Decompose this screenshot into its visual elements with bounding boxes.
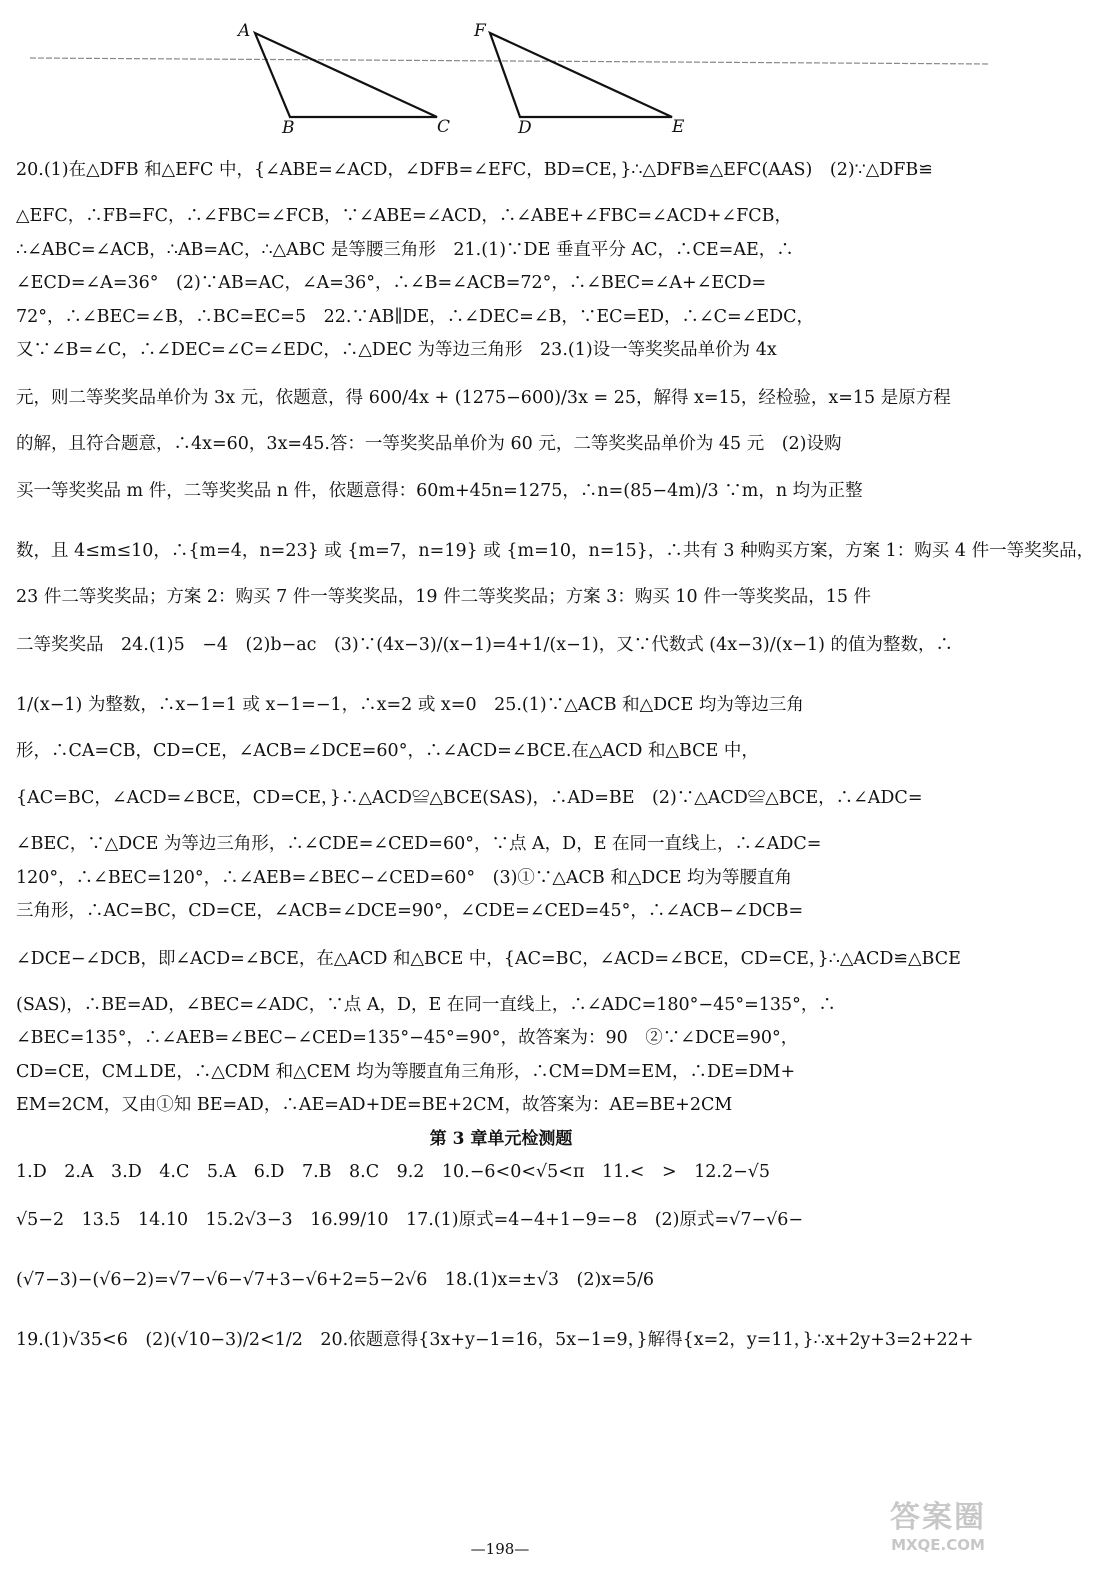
- text-line: ∴∠ABC=∠ACB，∴AB=AC，∴△ABC 是等腰三角形 21.(1)∵DE 垂直平分 AC，∴CE=AE，∴: [16, 239, 794, 260]
- text-line: 又∵∠B=∠C，∴∠DEC=∠C=∠EDC，∴△DEC 为等边三角形 23.(1)设一等奖奖品单价为 4x: [16, 340, 777, 360]
- text-line: {AC=BC，∠ACD=∠BCE，CD=CE，}∴△ACD≌△BCE(SAS)，∴AD=BE (2)∵△ACD≌△BCE，∴∠ADC=: [16, 788, 923, 808]
- text-line: 120°，∴∠BEC=120°，∴∠AEB=∠BEC−∠CED=60° (3)①∵△ACB 和△DCE 均为等腰直角: [16, 867, 793, 888]
- text-line: 买一等奖奖品 m 件，二等奖奖品 n 件，依题意得：60m+45n=1275，∴n=(85−4m)/3 ∵m，n 均为正整: [16, 481, 863, 501]
- text-line: 三角形，∴AC=BC，CD=CE，∠ACB=∠DCE=90°，∠CDE=∠CED=45°，∴∠ACB−∠DCB=: [16, 901, 804, 921]
- text-line: 二等奖奖品 24.(1)5 −4 (2)b−ac (3)∵(4x−3)/(x−1)=4+1/(x−1)，又∵代数式 (4x−3)/(x−1) 的值为整数，∴: [16, 634, 954, 655]
- watermark-domain: MXQE.COM: [891, 1536, 985, 1554]
- label-e: E: [672, 117, 685, 137]
- label-d: D: [518, 118, 532, 138]
- text-line: 数，且 4≤m≤10，∴{m=4，n=23} 或 {m=7，n=19} 或 {m=10，n=15}，∴共有 3 种购买方案，方案 1：购买 4 件一等奖奖品，: [16, 541, 1094, 561]
- text-line: ∠ECD=∠A=36° (2)∵AB=AC，∠A=36°，∴∠B=∠ACB=72°，∴∠BEC=∠A+∠ECD=: [16, 273, 767, 293]
- text-line: 元，则二等奖奖品单价为 3x 元，依题意，得 600/4x + (1275−600)/3x = 25，解得 x=15，经检验，x=15 是原方程: [16, 387, 951, 408]
- text-line: 19.(1)√35<6 (2)(√10−3)/2<1/2 20.依题意得{3x+y−1=16，5x−1=9，}解得{x=2，y=11，}∴x+2y+3=2+22+: [16, 1329, 974, 1350]
- text-line: (SAS)，∴BE=AD，∠BEC=∠ADC，∵点 A，D，E 在同一直线上，∴∠ADC=180°−45°=135°，∴: [16, 994, 836, 1015]
- answer-text: [16, 140, 1094, 1370]
- text-line: 72°，∴∠BEC=∠B，∴BC=EC=5 22.∵AB∥DE，∴∠DEC=∠B，∵EC=ED，∴∠C=∠EDC，: [16, 306, 815, 327]
- text-line: 1.D 2.A 3.D 4.C 5.A 6.D 7.B 8.C 9.2 10.−6<0<√5<π 11.< > 12.2−√5: [16, 1162, 771, 1182]
- watermark-main: 答案圈: [890, 1500, 986, 1535]
- text-line: ∠BEC=135°，∴∠AEB=∠BEC−∠CED=135°−45°=90°，故答案为：90 ②∵∠DCE=90°，: [16, 1028, 799, 1048]
- text-line: ∠BEC，∵△DCE 为等边三角形，∴∠CDE=∠CED=60°，∵点 A，D，E 在同一直线上，∴∠ADC=: [16, 834, 822, 854]
- text-line: CD=CE，CM⊥DE，∴△CDM 和△CEM 均为等腰直角三角形，∴CM=DM=EM，∴DE=DM+: [16, 1061, 796, 1082]
- text-line: √5−2 13.5 14.10 15.2√3−3 16.99/10 17.(1)原式=4−4+1−9=−8 (2)原式=√7−√6−: [16, 1209, 804, 1230]
- text-line: 1/(x−1) 为整数，∴x−1=1 或 x−1=−1，∴x=2 或 x=0 25.(1)∵△ACB 和△DCE 均为等边三角: [16, 694, 804, 715]
- rule-line: [30, 58, 990, 64]
- triangle-fde: [490, 33, 672, 117]
- text-line: 23 件二等奖奖品；方案 2：购买 7 件一等奖奖品，19 件二等奖奖品；方案 3：购买 10 件一等奖奖品，15 件: [16, 587, 872, 607]
- label-c: C: [437, 117, 451, 137]
- label-b: B: [282, 118, 295, 138]
- triangle-abc: [255, 33, 437, 117]
- page-number: —198—: [470, 1540, 530, 1558]
- section-title: 第 3 章单元检测题: [429, 1128, 573, 1149]
- triangle-figures: [0, 0, 1000, 140]
- text-line: 形，∴CA=CB，CD=CE，∠ACB=∠DCE=60°，∴∠ACD=∠BCE.在△ACD 和△BCE 中，: [16, 740, 759, 761]
- text-line: △EFC，∴FB=FC，∴∠FBC=∠FCB，∵∠ABE=∠ACD，∴∠ABE+∠FBC=∠ACD+∠FCB，: [16, 206, 792, 226]
- text-line: EM=2CM，又由①知 BE=AD，∴AE=AD+DE=BE+2CM，故答案为：AE=BE+2CM: [16, 1095, 733, 1115]
- text-line: (√7−3)−(√6−2)=√7−√6−√7+3−√6+2=5−2√6 18.(1)x=±√3 (2)x=5/6: [16, 1269, 654, 1290]
- label-a: A: [238, 21, 251, 41]
- text-line: 的解，且符合题意，∴4x=60，3x=45.答：一等奖奖品单价为 60 元，二等奖奖品单价为 45 元 (2)设购: [16, 433, 842, 454]
- label-f: F: [474, 21, 486, 41]
- watermark: [890, 1500, 986, 1554]
- text-line: ∠DCE−∠DCB，即∠ACD=∠BCE，在△ACD 和△BCE 中，{AC=BC，∠ACD=∠BCE，CD=CE，}∴△ACD≌△BCE: [16, 948, 961, 969]
- text-line: 20.(1)在△DFB 和△EFC 中，{∠ABE=∠ACD，∠DFB=∠EFC，BD=CE，}∴△DFB≌△EFC(AAS) (2)∵△DFB≌: [16, 160, 933, 180]
